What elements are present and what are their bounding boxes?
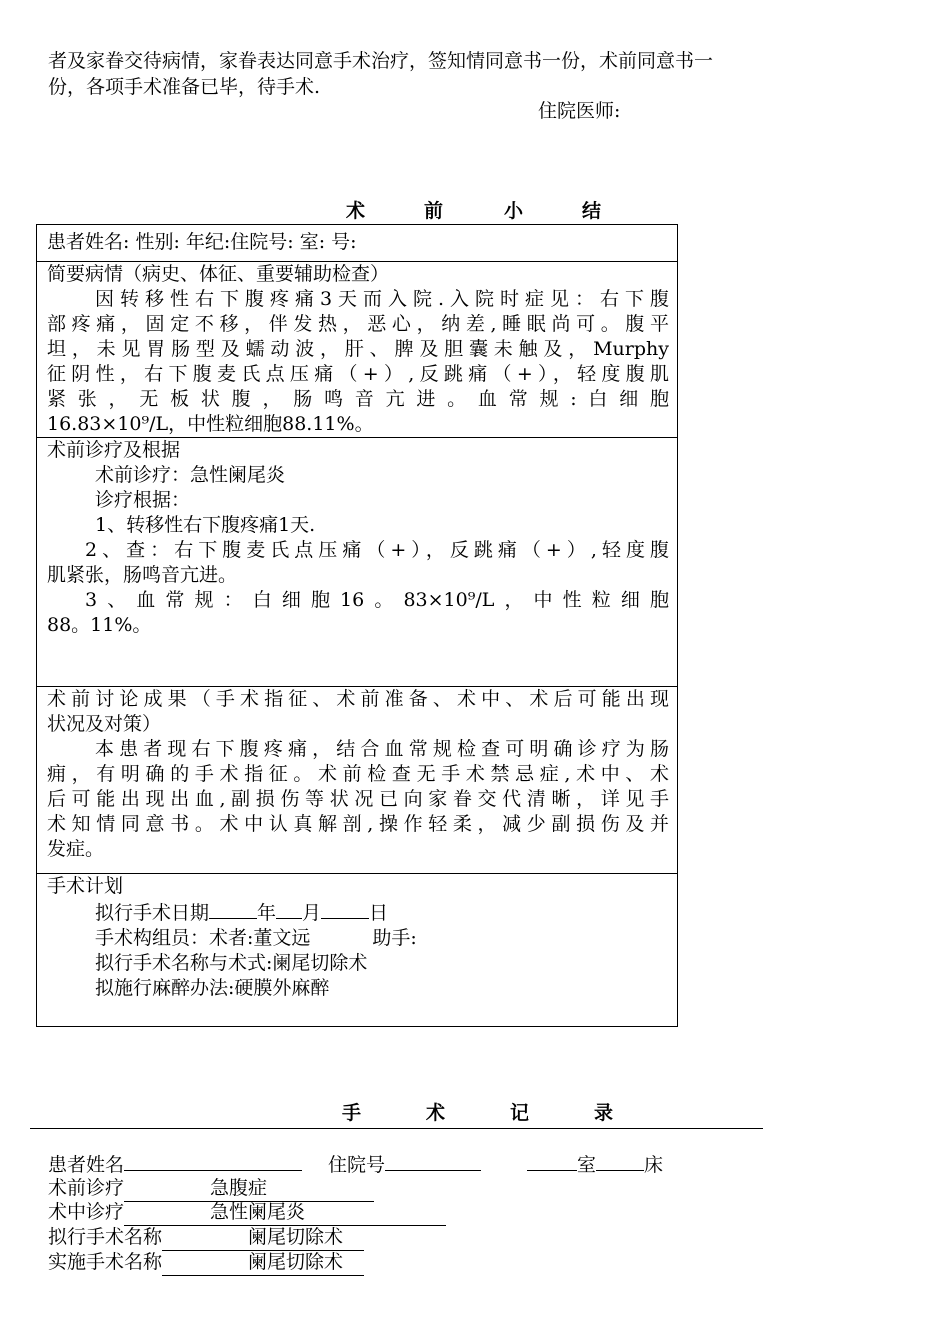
actual-name-value: 阑尾切除术 (248, 1251, 344, 1273)
condition-header: 简要病情（病史、体征、重要辅助检查） (47, 263, 390, 285)
preop-dx-field[interactable] (124, 1176, 374, 1202)
surgery-record-title (342, 1101, 613, 1126)
diagnosis-item-2: 2、查：右下腹麦氏点压痛（+），反跳痛（+）,轻度腹 (85, 539, 669, 561)
preop-dx-value: 急腹症 (210, 1177, 268, 1199)
diagnosis-item-2-cont: 肌紧张，肠鸣音亢进。 (47, 564, 238, 586)
condition-line: 紧张，无板状腹，肠鸣音亢进。血常规:白细胞 (47, 388, 669, 410)
title-rule (30, 1128, 763, 1129)
day-blank (321, 899, 369, 919)
diagnosis-section (36, 437, 678, 686)
room-label: 室 (577, 1154, 597, 1176)
diagnosis-item-1: 1、转移性右下腹疼痛1天. (95, 514, 316, 536)
month-blank (276, 899, 302, 919)
intraop-dx-field[interactable] (124, 1200, 446, 1226)
preop-summary-title (346, 199, 601, 224)
discussion-line: 后可能出现出血,副损伤等状况已向家眷交代清晰，详见手 (47, 788, 669, 810)
title-char: 记 (510, 1102, 530, 1124)
room-field[interactable] (527, 1151, 577, 1171)
plan-header: 手术计划 (47, 875, 124, 897)
surgical-team: 手术构组员：术者:董文远 (95, 927, 311, 949)
discussion-line: 术知情同意书。术中认真解剖,操作轻柔，减少副损伤及并 (47, 813, 669, 835)
title-char: 前 (424, 200, 444, 222)
condition-line: 因转移性右下腹疼痛3天而入院.入院时症见：右下腹 (95, 288, 669, 310)
actual-name-record-row (48, 1250, 364, 1276)
bed-field[interactable] (596, 1151, 644, 1171)
patient-info-text: 患者姓名: 性别: 年纪:住院号: 室: 号: (47, 231, 357, 253)
title-char: 结 (582, 200, 602, 222)
discussion-last-line: 发症。 (47, 838, 105, 860)
planned-date-row (47, 899, 669, 926)
diagnosis-item-3: 3、血常规：白细胞16。83×10⁹/L，中性粒细胞 (85, 589, 669, 611)
discussion-section (36, 686, 678, 873)
condition-line: 部疼痛，固定不移，伴发热，恶心，纳差,睡眠尚可。腹平 (47, 313, 669, 335)
planned-name-label: 拟行手术名称 (48, 1226, 163, 1248)
day-label: 日 (369, 902, 389, 924)
diagnosis-item-3-cont: 88。11%。 (47, 614, 152, 636)
discussion-line: 痈，有明确的手术指征。术前检查无手术禁忌症,术中、术 (47, 763, 669, 785)
diagnosis-header: 术前诊疗及根据 (47, 439, 181, 461)
planned-anesthesia: 拟施行麻醉办法:硬膜外麻醉 (95, 977, 330, 999)
actual-name-field[interactable] (162, 1250, 364, 1276)
bed-label: 床 (644, 1154, 664, 1176)
intraop-dx-record-row (48, 1200, 446, 1226)
planned-name-record-row (48, 1225, 364, 1251)
condition-line: 征阴性，右下腹麦氏点压痛（+）,反跳痛（+），轻度腹肌 (47, 363, 669, 385)
condition-line: 坦，未见胃肠型及蠕动波，肝、脾及胆囊未触及，Murphy (47, 338, 669, 360)
planned-name-value: 阑尾切除术 (248, 1226, 344, 1248)
year-blank (209, 899, 257, 919)
preop-dx-record-row (48, 1176, 374, 1202)
preop-diagnosis: 术前诊疗：急性阑尾炎 (95, 464, 286, 486)
top-paragraph-line1: 者及家眷交待病情，家眷表达同意手术治疗，签知情同意书一份，术前同意书一 (48, 50, 714, 72)
title-char: 小 (504, 200, 524, 222)
diagnosis-basis-label: 诊疗根据： (95, 489, 191, 511)
intraop-dx-label: 术中诊疗 (48, 1201, 125, 1223)
planned-date-label: 拟行手术日期 (95, 902, 210, 924)
patient-info-row (36, 224, 678, 261)
year-label: 年 (257, 902, 277, 924)
discussion-header-line1: 术前讨论成果（手术指征、术前准备、术中、术后可能出现 (47, 688, 669, 710)
title-char: 术 (426, 1102, 446, 1124)
inpatient-no-label: 住院号 (328, 1154, 386, 1176)
condition-section (36, 261, 678, 437)
condition-last-line: 16.83×10⁹/L，中性粒细胞88.11%。 (47, 413, 374, 435)
planned-surgery-name: 拟行手术名称与术式:阑尾切除术 (95, 952, 368, 974)
title-char: 术 (346, 200, 366, 222)
discussion-line: 本患者现右下腹疼痛，结合血常规检查可明确诊疗为肠 (95, 738, 669, 760)
patient-name-field[interactable] (124, 1151, 302, 1171)
month-label: 月 (302, 902, 322, 924)
actual-name-label: 实施手术名称 (48, 1251, 163, 1273)
title-char: 录 (594, 1102, 614, 1124)
intraop-dx-value: 急性阑尾炎 (210, 1201, 306, 1223)
patient-info-record-row (48, 1151, 663, 1178)
assistant-label: 助手: (372, 927, 417, 949)
preop-dx-label: 术前诊疗 (48, 1177, 125, 1199)
patient-name-label: 患者姓名 (48, 1154, 125, 1176)
inpatient-no-field[interactable] (385, 1151, 481, 1171)
top-paragraph-line2: 份，各项手术准备已毕，待手术. (48, 76, 321, 98)
planned-name-field[interactable] (162, 1225, 364, 1251)
resident-signature-label: 住院医师: (538, 100, 621, 122)
title-char: 手 (342, 1102, 362, 1124)
discussion-header-line2: 状况及对策） (47, 713, 162, 735)
surgical-team-row (47, 926, 669, 951)
plan-section (36, 873, 678, 1027)
